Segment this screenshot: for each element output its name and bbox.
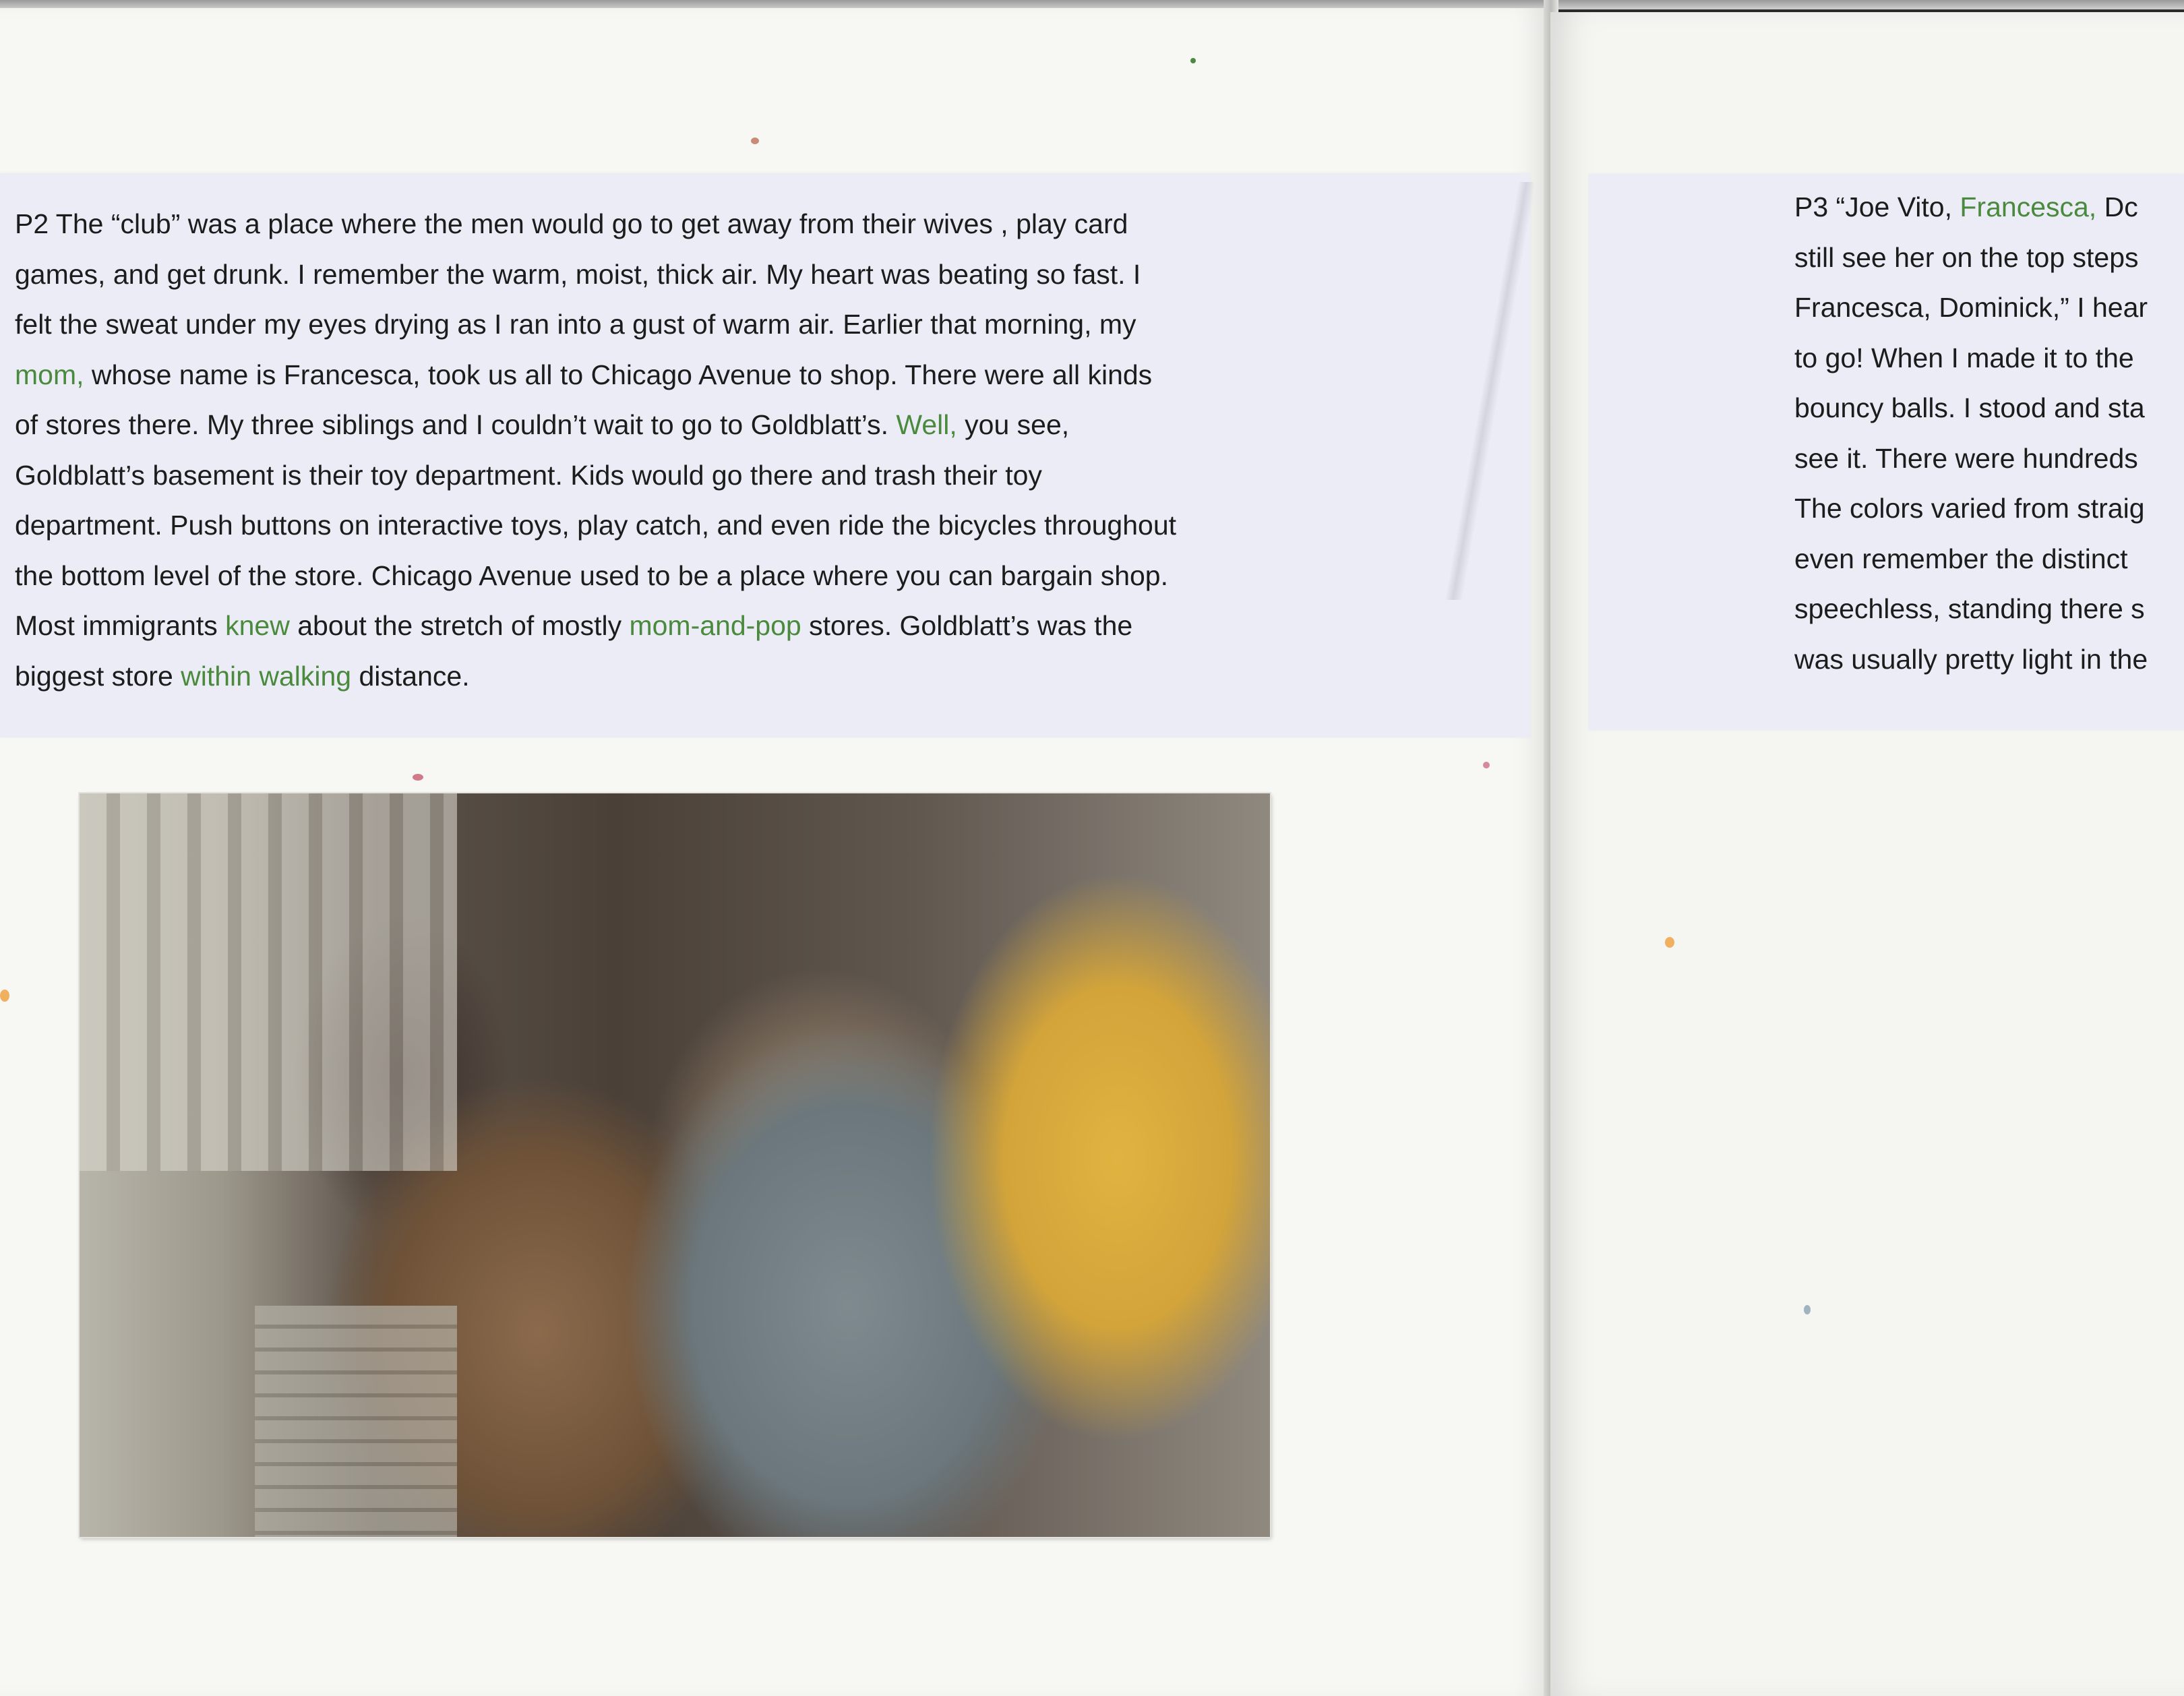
text-run: of stores there. My three siblings and I couldn’t wait to go to Goldblatt’s.: [15, 409, 897, 440]
paragraph-card-p2: [0, 173, 1530, 737]
paragraph-text-p2: [15, 199, 1176, 701]
text-run: Francesca, Dominick,” I hear: [1794, 292, 2148, 323]
text-line: [15, 500, 1176, 551]
text-line: [1794, 383, 2148, 433]
text-run: even remember the distinct: [1794, 543, 2128, 574]
highlighted-word: mom-and-pop: [629, 610, 801, 641]
highlighted-word: Well,: [896, 409, 957, 440]
text-line: [1794, 433, 2148, 484]
text-line: [15, 299, 1176, 350]
paragraph-card-p3: [1589, 174, 2184, 730]
text-run: about the stretch of mostly: [289, 610, 630, 641]
text-line: [15, 350, 1176, 400]
text-run: the bottom level of the store. Chicago Avenue used to be a place where you can bargain shop.: [15, 559, 1168, 591]
text-run: department. Push buttons on interactive toys, play catch, and even ride the bicycles throughout: [15, 510, 1177, 541]
text-run: to go! When I made it to the: [1794, 342, 2134, 373]
text-run: whose name is Francesca, took us all to Chicago Avenue to shop. There were all kinds: [84, 359, 1153, 390]
highlighted-word: mom,: [15, 359, 84, 390]
paper-fleck: [413, 774, 423, 781]
text-run: still see her on the top steps: [1794, 241, 2139, 273]
text-run: games, and get drunk. I remember the warm, moist, thick air. My heart was beating so fast. I: [15, 258, 1141, 290]
text-line: [15, 199, 1176, 249]
paper-fleck: [751, 138, 759, 144]
photo-stone-steps: [255, 1306, 457, 1537]
text-run: bouncy balls. I stood and sta: [1794, 392, 2145, 423]
text-run: felt the sweat under my eyes drying as I ran into a gust of warm air. Earlier that morning, my: [15, 309, 1136, 340]
highlighted-word: within walking: [181, 660, 352, 692]
text-line: [1794, 483, 2148, 534]
text-line: [15, 400, 1176, 450]
text-line: [1794, 182, 2148, 233]
paper-fold-crease: [1446, 182, 1534, 600]
text-run: P3 “Joe Vito,: [1794, 191, 1960, 222]
text-line: [1794, 584, 2148, 634]
text-run: The colors varied from straig: [1794, 493, 2145, 524]
text-line: [1794, 282, 2148, 333]
text-line: [15, 601, 1176, 651]
highlighted-word: Francesca,: [1960, 191, 2097, 222]
text-run: P2 The “club” was a place where the men would go to get away from their wives , play card: [15, 208, 1128, 239]
text-line: [1794, 634, 2148, 685]
paper-fleck: [1804, 1305, 1811, 1314]
text-run: Goldblatt’s basement is their toy department. Kids would go there and trash their toy: [15, 459, 1042, 491]
text-run: was usually pretty light in the: [1794, 643, 2148, 675]
text-run: distance.: [351, 660, 470, 692]
text-run: Dc: [2096, 191, 2138, 222]
text-run: you see,: [957, 409, 1070, 440]
text-run: biggest store: [15, 660, 181, 692]
text-run: speechless, standing there s: [1794, 593, 2145, 624]
text-line: [15, 249, 1176, 300]
text-line: [15, 551, 1176, 601]
pasted-photograph: [80, 793, 1270, 1537]
highlighted-word: knew: [225, 610, 290, 641]
text-line: [1794, 333, 2148, 384]
text-line: [1794, 233, 2148, 283]
text-line: [15, 450, 1176, 501]
text-line: [15, 651, 1176, 702]
text-line: [1794, 534, 2148, 584]
paper-fleck: [0, 990, 9, 1002]
text-run: see it. There were hundreds: [1794, 442, 2138, 474]
paragraph-text-p3: [1794, 182, 2148, 684]
text-run: Most immigrants: [15, 610, 226, 641]
paper-fleck: [1190, 58, 1196, 63]
text-run: stores. Goldblatt’s was the: [801, 610, 1133, 641]
paper-fleck: [1665, 937, 1674, 948]
paper-fleck: [1483, 762, 1490, 768]
photo-building-facade: [80, 793, 457, 1171]
